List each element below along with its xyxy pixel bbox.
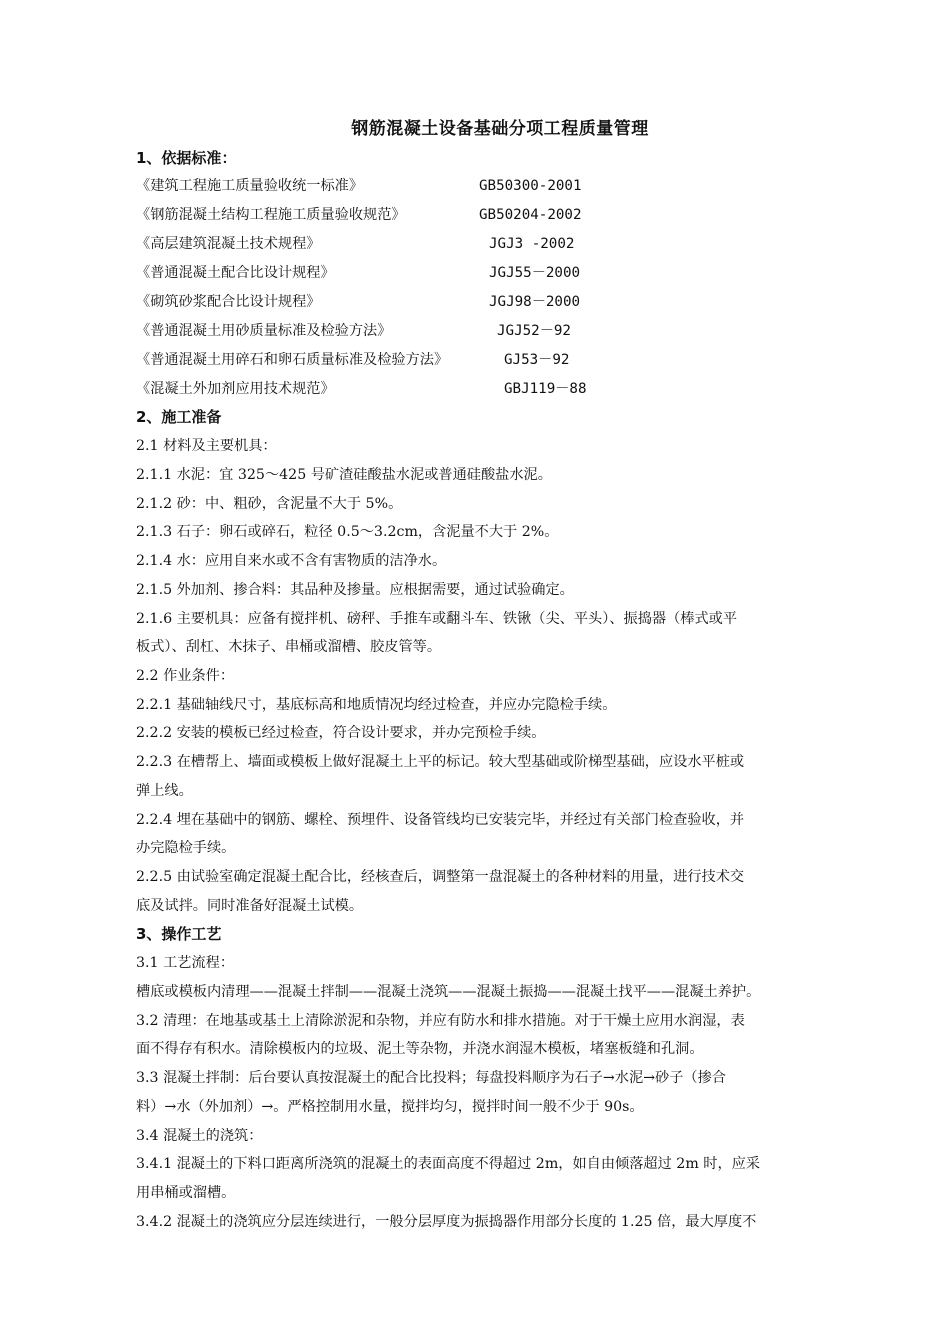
paragraph-line: 3.4 混凝土的浇筑： (136, 1128, 263, 1144)
standard-code: JGJ52－92 (497, 323, 571, 339)
standard-code: JGJ55－2000 (489, 265, 581, 281)
standard-name: 《混凝土外加剂应用技术规范》 (136, 381, 335, 397)
paragraph-line: 料）→水（外加剂）→。严格控制用水量，搅拌均匀，搅拌时间一般不少于 90s。 (136, 1099, 644, 1115)
standard-name: 《钢筋混凝土结构工程施工质量验收规范》 (136, 207, 406, 223)
paragraph-line: 2.1 材料及主要机具： (136, 438, 277, 454)
standard-name: 《砌筑砂浆配合比设计规程》 (136, 294, 321, 310)
paragraph-line: 2.1.3 石子：卵石或碎石，粒径 0.5～3.2cm，含泥量不大于 2%。 (136, 524, 559, 540)
standard-name: 《普通混凝土用砂质量标准及检验方法》 (136, 323, 392, 339)
standard-code: GB50300-2001 (479, 178, 582, 194)
paragraph-line: 2.2.2 安装的模板已经过检查，符合设计要求，并办完预检手续。 (136, 725, 546, 741)
paragraph-line: 弹上线。 (136, 783, 193, 799)
paragraph-line: 3.4.1 混凝土的下料口距离所浇筑的混凝土的表面高度不得超过 2m，如自由倾落超过 2m 时，应采 (136, 1156, 761, 1172)
paragraph-line: 2.1.2 砂：中、粗砂，含泥量不大于 5%。 (136, 496, 403, 512)
paragraph-line: 2.1.4 水：应用自来水或不含有害物质的洁净水。 (136, 553, 447, 569)
standard-name: 《建筑工程施工质量验收统一标准》 (136, 178, 364, 194)
standard-name: 《普通混凝土配合比设计规程》 (136, 265, 335, 281)
paragraph-line: 2.1.6 主要机具：应备有搅拌机、磅秤、手推车或翻斗车、铁锹（尖、平头）、振捣器（棒式或平 (136, 611, 738, 627)
section-3-heading: 3、操作工艺 (136, 925, 222, 943)
paragraph-line: 3.3 混凝土拌制：后台要认真按混凝土的配合比投料；每盘投料顺序为石子→水泥→砂子（掺合 (136, 1070, 726, 1086)
paragraph-line: 2.2 作业条件： (136, 668, 235, 684)
paragraph-line: 面不得存有积水。清除模板内的垃圾、泥土等杂物，并浇水润湿木模板，堵塞板缝和孔洞。 (136, 1041, 704, 1057)
paragraph-line: 槽底或模板内清理——混凝土拌制——混凝土浇筑——混凝土振捣——混凝土找平——混凝土养护。 (136, 984, 761, 1000)
standard-name: 《高层建筑混凝土技术规程》 (136, 236, 321, 252)
standard-code: GBJ119－88 (504, 381, 587, 397)
paragraph-line: 2.1.1 水泥：宜 325～425 号矿渣硅酸盐水泥或普通硅酸盐水泥。 (136, 467, 552, 483)
standard-code: JGJ3 -2002 (489, 236, 575, 252)
paragraph-line: 2.2.4 埋在基础中的钢筋、螺栓、预埋件、设备管线均已安装完毕，并经过有关部门检查验收，并 (136, 812, 745, 828)
paragraph-line: 2.2.3 在槽帮上、墙面或模板上做好混凝土上平的标记。较大型基础或阶梯型基础，应设水平桩或 (136, 754, 745, 770)
paragraph-line: 3.2 清理：在地基或基土上清除淤泥和杂物，并应有防水和排水措施。对于干燥土应用水润湿，表 (136, 1013, 745, 1029)
section-2-heading: 2、施工准备 (136, 408, 222, 426)
standard-code: GJ53－92 (504, 352, 570, 368)
standard-code: JGJ98－2000 (489, 294, 581, 310)
standard-name: 《普通混凝土用碎石和卵石质量标准及检验方法》 (136, 352, 449, 368)
paragraph-line: 底及试拌。同时准备好混凝土试模。 (136, 898, 364, 914)
paragraph-line: 板式）、刮杠、木抹子、串桶或溜槽、胶皮管等。 (136, 639, 442, 655)
paragraph-line: 用串桶或溜槽。 (136, 1185, 236, 1201)
paragraph-line: 2.2.1 基础轴线尺寸，基底标高和地质情况均经过检查，并应办完隐检手续。 (136, 697, 617, 713)
paragraph-line: 3.1 工艺流程： (136, 955, 235, 971)
standard-code: GB50204-2002 (479, 207, 582, 223)
paragraph-line: 办完隐检手续。 (136, 840, 236, 856)
paragraph-line: 2.2.5 由试验室确定混凝土配合比，经核查后，调整第一盘混凝土的各种材料的用量，进行技术交 (136, 869, 745, 885)
paragraph-line: 3.4.2 混凝土的浇筑应分层连续进行，一般分层厚度为振捣器作用部分长度的 1.25 倍，最大厚度不 (136, 1214, 757, 1230)
document-title: 钢筋混凝土设备基础分项工程质量管理 (351, 119, 649, 139)
paragraph-line: 2.1.5 外加剂、掺合料：其品种及掺量。应根据需要，通过试验确定。 (136, 582, 574, 598)
section-1-heading: 1、依据标准： (136, 149, 237, 167)
